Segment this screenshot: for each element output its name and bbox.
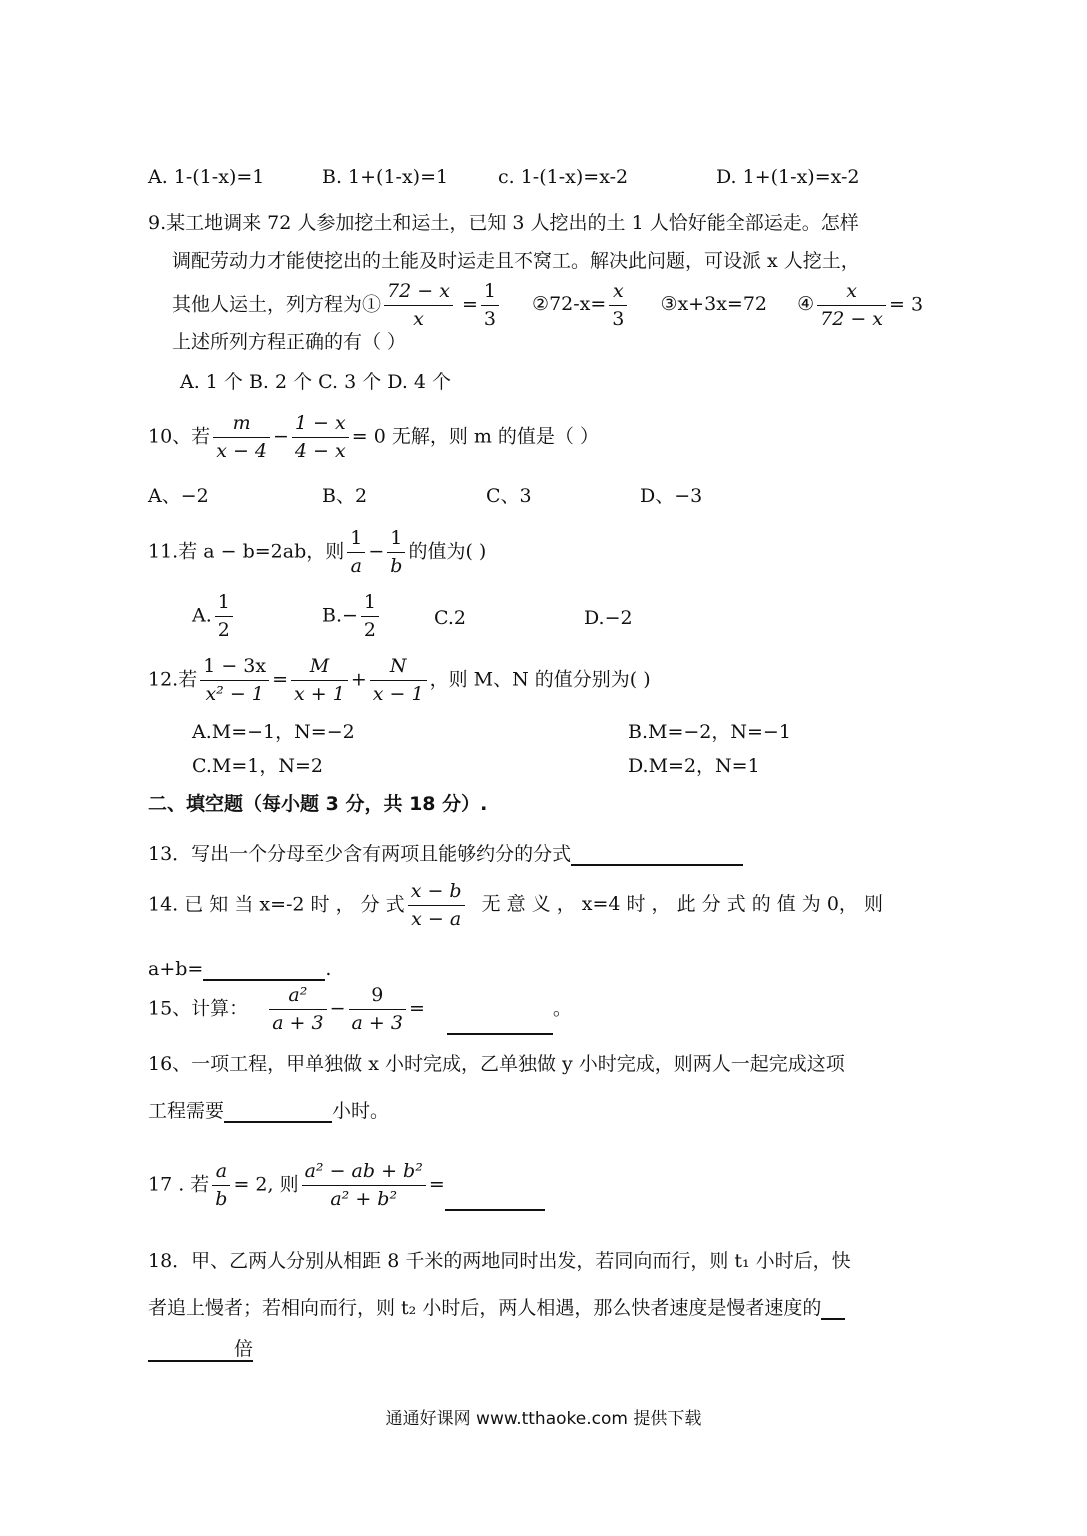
q14-answer-blank[interactable]	[203, 961, 325, 981]
q11-option-a-fraction: $\frac{1}{2}$	[215, 591, 233, 642]
q15-suffix: 。	[552, 997, 572, 1020]
q9-line3: 其他人运土，列方程为① $\frac{72 - x}{x}$ = $\frac{1}{3}$ ②72-x= $\frac{x}{3}$ ③x+3x=72 ④ $\frac{x}{72 - x}$ = 3	[172, 280, 924, 330]
q9-eq1-rhs: $\frac{1}{3}$	[481, 280, 499, 331]
q14-prefix: 14. 已 知 当 x=-2 时 ， 分 式	[148, 893, 405, 916]
section-heading: 二、填空题（每小题 3 分，共 18 分）.	[148, 793, 488, 815]
q9-eq4-fraction: $\frac{x}{72 - x}$	[817, 280, 886, 331]
q11-fraction-1: $\frac{1}{a}$	[347, 527, 365, 578]
q10-line: 10、若 $\frac{m}{x - 4}$ − $\frac{1 - x}{4 - x}$ = 0 无解，则 m 的值是（ ）	[148, 412, 599, 462]
q12-m-fraction: $\frac{M}{x + 1}$	[291, 655, 348, 706]
q8-option-c: c. 1-(1-x)=x-2	[498, 166, 629, 188]
q9-eq2-prefix: ②72-x=	[532, 293, 607, 316]
q16-answer-blank[interactable]	[224, 1103, 332, 1123]
q9-eq4-rhs: = 3	[889, 293, 924, 316]
q18-line3	[148, 1338, 253, 1362]
footer-source: 通通好课网 www.tthaoke.com 提供下载	[385, 1409, 702, 1429]
q11-line: 11.若 a − b=2ab，则 $\frac{1}{a}$ − $\frac{1}{b}$ 的值为( )	[148, 527, 487, 577]
q11-option-b: B.− $\frac{1}{2}$	[322, 591, 382, 642]
q12-option-a: A.M=−1，N=−2	[192, 721, 355, 743]
q11-fraction-2: $\frac{1}{b}$	[387, 527, 405, 578]
q16-line2-suffix: 小时。	[332, 1100, 390, 1122]
q8-option-b: B. 1+(1-x)=1	[322, 166, 449, 188]
q17-answer-blank[interactable]	[445, 1191, 545, 1211]
q16-line2-prefix: 工程需要	[148, 1100, 225, 1122]
q13-text: 13．写出一个分母至少含有两项且能够约分的分式	[148, 843, 572, 865]
q12-option-d: D.M=2，N=1	[628, 755, 760, 777]
q10-fraction-2: $\frac{1 - x}{4 - x}$	[292, 412, 349, 463]
q16-line2	[148, 1100, 389, 1123]
q12-lhs-fraction: $\frac{1 - 3x}{\text{x² − 1}}$	[200, 655, 269, 706]
q10-fraction-1: $\frac{m}{x - 4}$	[213, 412, 270, 463]
q17-mid: = 2, 则	[233, 1173, 299, 1196]
q9-line3-prefix: 其他人运土，列方程为①	[172, 293, 382, 316]
q10-option-d: D、−3	[640, 485, 703, 507]
q9-eq1-lhs: $\frac{72 - x}{x}$	[384, 280, 453, 331]
q11-option-c: C.2	[434, 607, 466, 629]
q10-prefix: 10、若	[148, 425, 211, 448]
q18-answer-blank-start[interactable]	[821, 1300, 845, 1320]
q12-option-c: C.M=1，N=2	[192, 755, 323, 777]
q17-fraction-2: $\frac{\text{a² − ab + b²}}{\text{a² + b²}}$	[302, 1160, 426, 1211]
q14-line2	[148, 958, 331, 981]
q10-option-c: C、3	[486, 485, 532, 507]
q9-line4: 上述所列方程正确的有（ ）	[172, 331, 407, 353]
q8-option-d: D. 1+(1-x)=x-2	[716, 166, 860, 188]
q15-line: 15、计算： $\frac{\text{a²}}{a + 3}$ − $\frac{9}{a + 3}$ = 。	[148, 984, 572, 1034]
q14-line2-prefix: a+b=	[148, 958, 204, 980]
q18-line1: 18．甲、乙两人分别从相距 8 千米的两地同时出发，若同向而行，则 t₁ 小时后，快	[148, 1250, 851, 1272]
q10-suffix: = 0 无解，则 m 的值是（ ）	[351, 425, 599, 448]
q11-option-b-fraction: $\frac{1}{2}$	[361, 591, 379, 642]
q10-option-a: A、−2	[148, 485, 209, 507]
q9-options: A. 1 个 B. 2 个 C. 3 个 D. 4 个	[180, 371, 452, 393]
q17-line	[148, 1160, 545, 1211]
q15-fraction-2: $\frac{9}{a + 3}$	[349, 984, 406, 1035]
q12-n-fraction: $\frac{N}{x - 1}$	[370, 655, 427, 706]
q13-line	[148, 843, 743, 866]
q14-fraction: $\frac{x - b}{x - a}$	[408, 880, 465, 931]
q12-option-b: B.M=−2，N=−1	[628, 721, 791, 743]
q16-line1: 16、一项工程，甲单独做 x 小时完成，乙单独做 y 小时完成，则两人一起完成这项	[148, 1053, 845, 1075]
q18-answer-blank-end[interactable]	[148, 1342, 234, 1362]
q17-prefix: 17 . 若	[148, 1173, 210, 1196]
q15-answer-blank[interactable]	[447, 1015, 553, 1035]
q11-option-d: D.−2	[584, 607, 633, 629]
q10-option-b: B、2	[322, 485, 368, 507]
q11-suffix: 的值为( )	[408, 540, 487, 563]
q18-line3-text: 倍	[234, 1338, 254, 1360]
q8-option-a: A. 1-(1-x)=1	[148, 166, 265, 188]
q14-line1	[148, 880, 883, 931]
q12-line: 12.若 $\frac{1 - 3x}{\text{x² − 1}}$ = $\frac{M}{x + 1}$ + $\frac{N}{x - 1}$ ，则 M、N 的值分别为( )	[148, 655, 651, 705]
q18-line2-text: 者追上慢者；若相向而行，则 t₂ 小时后，两人相遇，那么快者速度是慢者速度的	[148, 1297, 822, 1319]
q15-prefix: 15、计算：	[148, 997, 249, 1020]
q14-line2-end: .	[325, 958, 332, 980]
q9-eq2-fraction: $\frac{x}{3}$	[609, 280, 627, 331]
q12-suffix: ，则 M、N 的值分别为( )	[429, 668, 651, 691]
q17-fraction-1: $\frac{a}{b}$	[212, 1160, 230, 1211]
q12-prefix: 12.若	[148, 668, 198, 691]
q11-prefix: 11.若 a − b=2ab，则	[148, 540, 345, 563]
q9-eq4-prefix: ④	[797, 293, 815, 316]
q15-fraction-1: $\frac{\text{a²}}{a + 3}$	[269, 984, 326, 1035]
q11-option-a: A. $\frac{1}{2}$	[192, 591, 236, 642]
q17-equals: =	[428, 1173, 445, 1196]
q15-equals: =	[408, 997, 425, 1020]
q9-eq3: ③x+3x=72	[660, 293, 768, 316]
q18-line2	[148, 1297, 845, 1320]
q9-line2: 调配劳动力才能使挖出的土能及时运走且不窝工。解决此问题，可设派 x 人挖土，	[172, 250, 860, 272]
q14-suffix: 无 意 义 ， x=4 时 ， 此 分 式 的 值 为 0， 则	[481, 893, 883, 916]
q13-answer-blank[interactable]	[571, 846, 743, 866]
q9-line1: 9.某工地调来 72 人参加挖土和运土，已知 3 人挖出的土 1 人恰好能全部运走。怎样	[148, 212, 859, 234]
